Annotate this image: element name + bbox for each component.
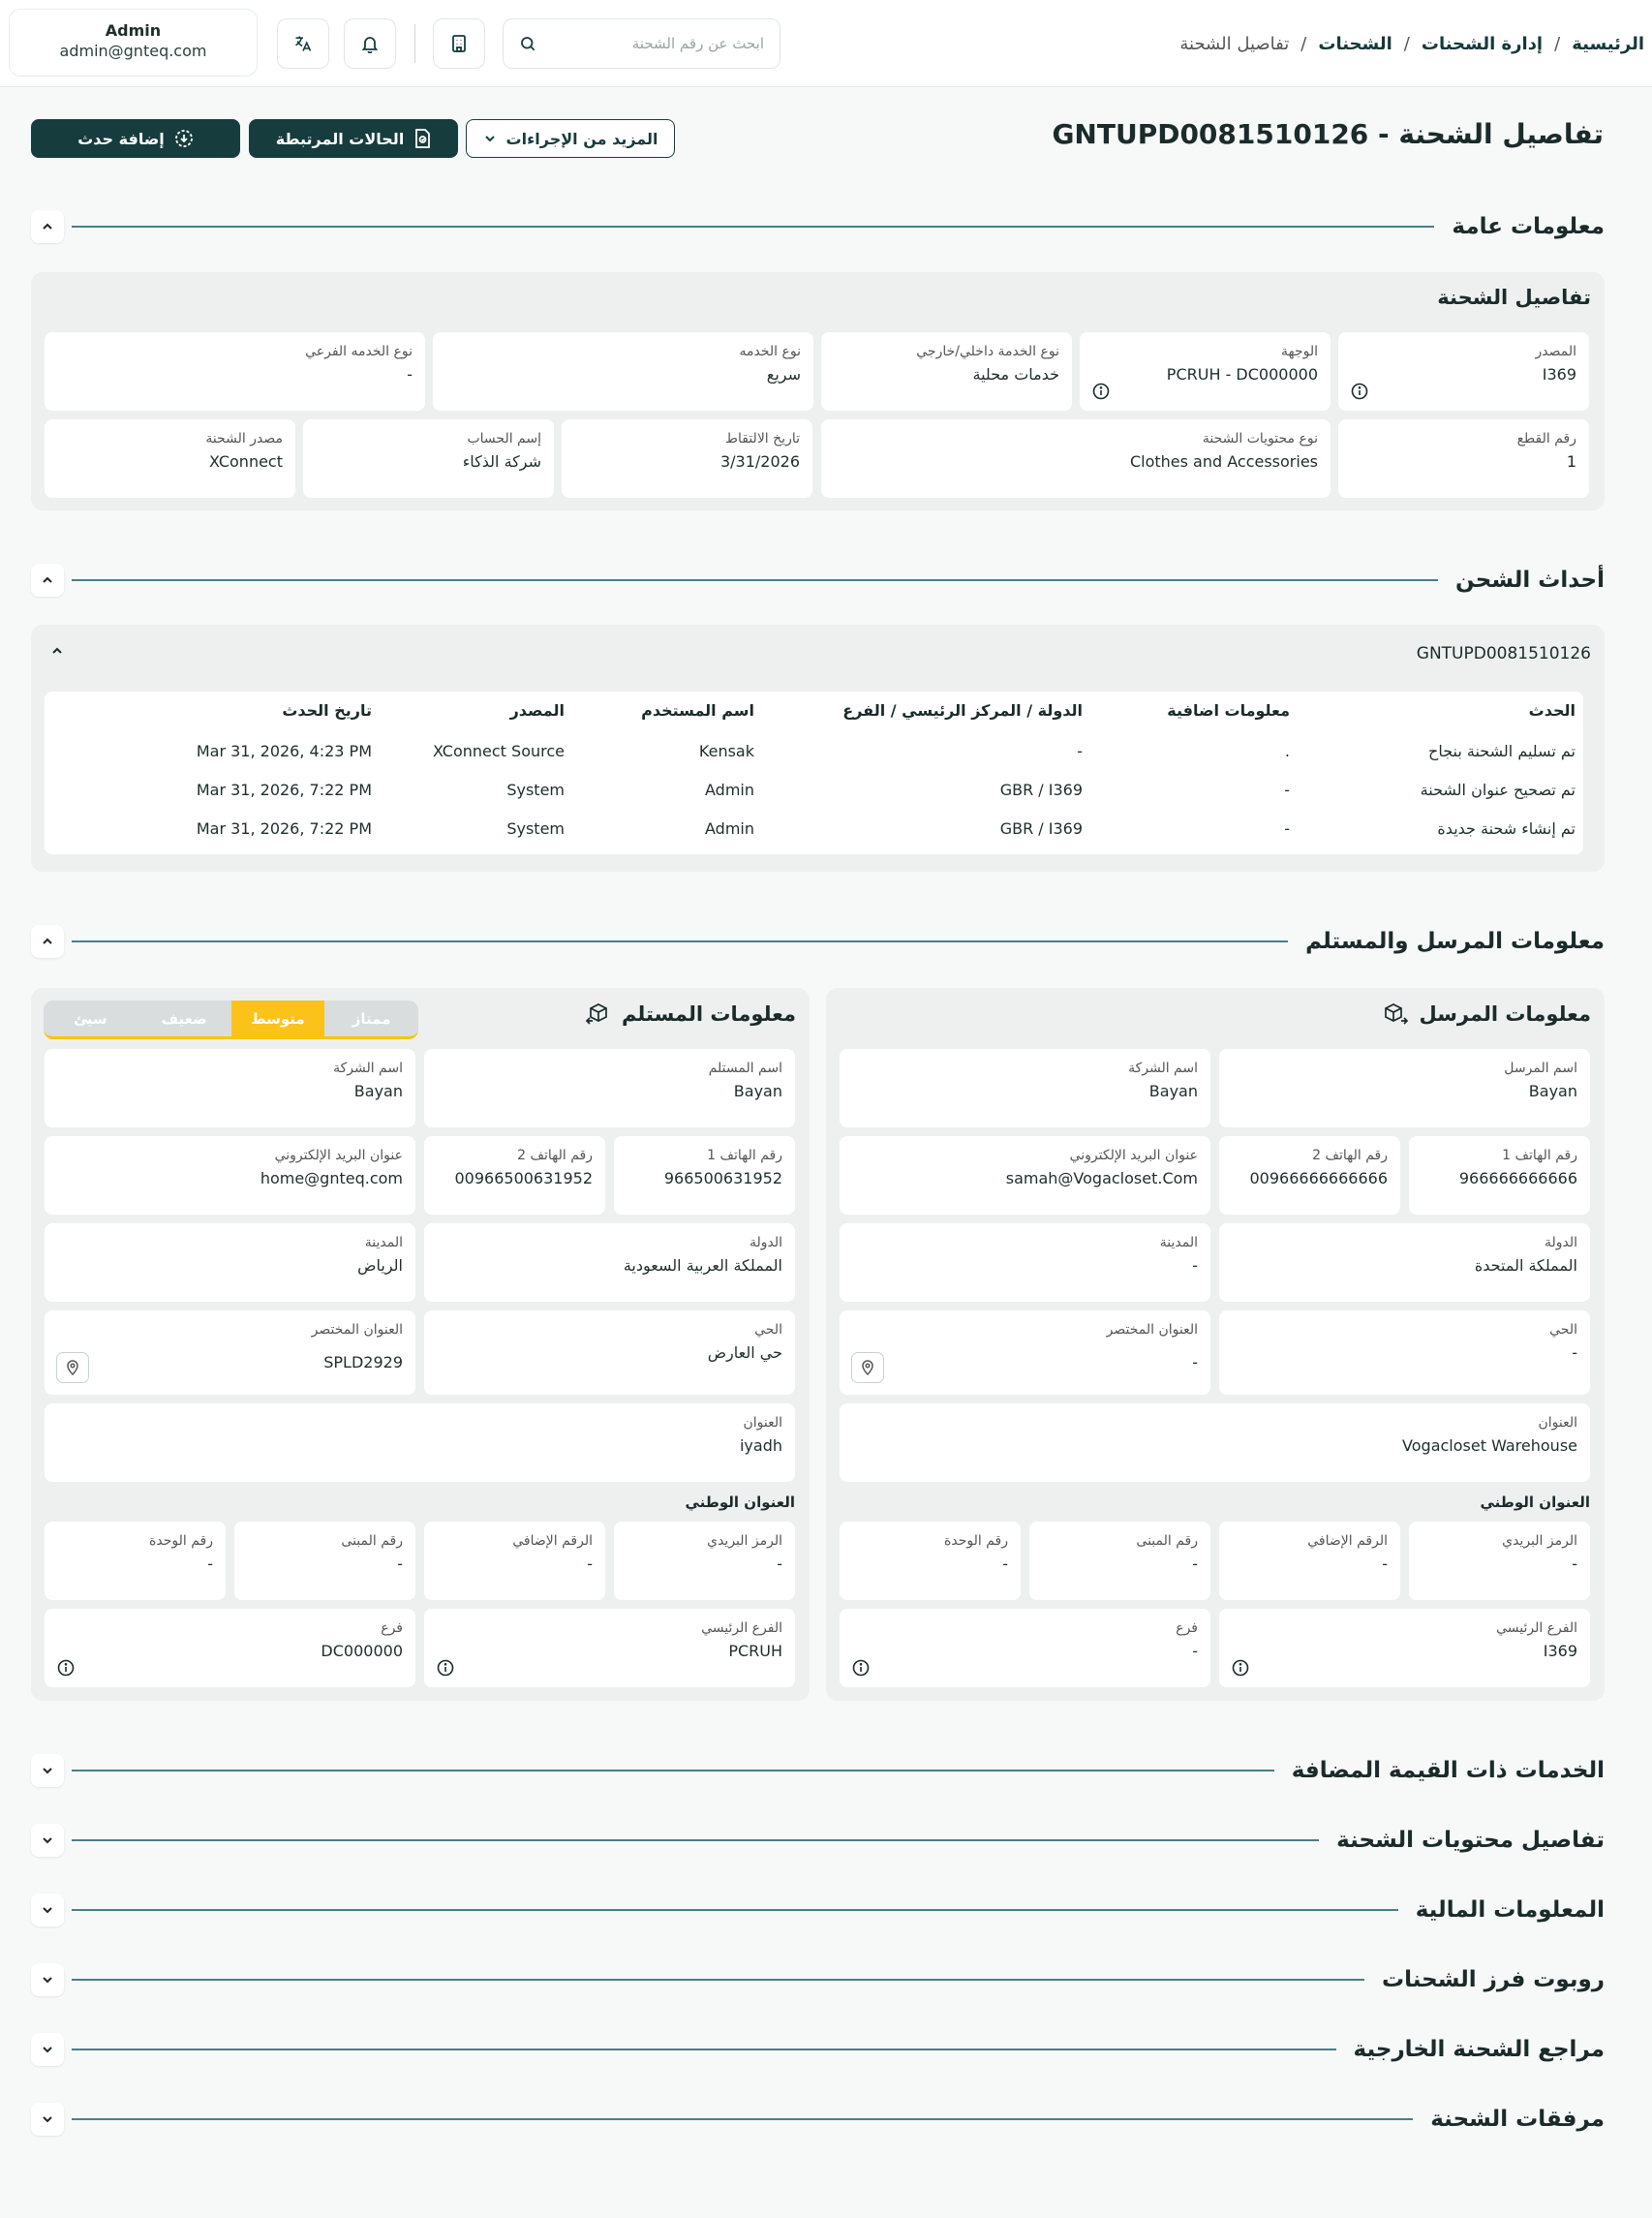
field-value: 00966500631952 [454, 1169, 593, 1187]
breadcrumb-separator: / [1403, 33, 1410, 54]
panel-title: معلومات المرسل [1419, 1002, 1591, 1026]
section-divider [72, 1770, 1274, 1771]
chevron-up-icon [41, 935, 54, 948]
field-label: فرع [381, 1620, 403, 1636]
table-row [45, 732, 1583, 771]
collapse-toggle[interactable] [31, 564, 64, 597]
location-pin-button[interactable] [56, 1352, 89, 1383]
field-value: المملكة العربية السعودية [623, 1256, 782, 1275]
field-label: رقم الهاتف 1 [707, 1148, 782, 1163]
field-label: تاريخ الالتقاط [725, 431, 800, 447]
field-label: الفرع الرئيسي [1496, 1620, 1577, 1636]
bell-icon [361, 34, 379, 53]
package-out-icon [1382, 1001, 1409, 1027]
events-table [45, 692, 1583, 854]
field-value: سريع [766, 365, 801, 384]
field-value: خدمات محلية [972, 365, 1059, 384]
user-email: admin@gnteq.com [59, 42, 207, 60]
receiver-unit-number [45, 1522, 226, 1600]
field-label: الحي [1549, 1322, 1577, 1338]
country-cell: - [1077, 742, 1083, 760]
translate-icon [293, 34, 313, 53]
notifications-button[interactable] [344, 18, 396, 69]
info-icon[interactable] [437, 1659, 454, 1677]
field-label: نوع محتويات الشحنة [1202, 431, 1318, 447]
field-label: الرمز البريدي [707, 1533, 782, 1549]
page-title: تفاصيل الشحنة - GNTUPD0081510126 [1052, 118, 1604, 150]
breadcrumb-current: تفاصيل الشحنة [1179, 33, 1290, 54]
section-title: مرفقات الشحنة [1430, 2107, 1605, 2132]
rating-option-average[interactable]: متوسط [231, 1001, 325, 1036]
more-actions-button[interactable] [466, 119, 675, 158]
field-label: الرقم الإضافي [1307, 1533, 1388, 1549]
field-contents-type [821, 419, 1331, 498]
field-pieces [1338, 419, 1589, 498]
breadcrumb-shipments[interactable]: الشحنات [1318, 33, 1392, 54]
field-value: - [1192, 1642, 1198, 1660]
section-title: المعلومات المالية [1415, 1897, 1605, 1923]
field-source [1338, 332, 1589, 411]
column-header-date: تاريخ الحدث [282, 701, 372, 720]
linked-cases-button[interactable] [249, 119, 458, 158]
table-header-row [45, 692, 1583, 730]
location-pin-button[interactable] [851, 1352, 884, 1383]
search-input[interactable] [544, 35, 764, 52]
field-label: الدولة [749, 1235, 782, 1250]
sender-unit-number [840, 1522, 1021, 1600]
section-title: معلومات المرسل والمستلم [1305, 929, 1605, 954]
building-button[interactable] [433, 18, 485, 69]
date-cell: Mar 31, 2026, 7:22 PM [196, 781, 372, 799]
user-name: Admin [105, 21, 162, 40]
table-row [45, 771, 1583, 810]
section-general-header [31, 210, 1605, 243]
field-label: عنوان البريد الإلكتروني [274, 1148, 403, 1163]
section-divider [72, 1979, 1364, 1981]
receiver-district [424, 1310, 795, 1395]
sender-phone-1 [1409, 1136, 1590, 1215]
source-cell: XConnect Source [433, 742, 565, 760]
field-label: عنوان البريد الإلكتروني [1069, 1148, 1198, 1163]
field-value: المملكة المتحدة [1474, 1256, 1577, 1275]
field-label: رقم الهاتف 1 [1502, 1148, 1577, 1163]
location-pin-icon [860, 1359, 875, 1376]
field-label: فرع [1176, 1620, 1198, 1636]
sender-building-number [1029, 1522, 1210, 1600]
expand-toggle[interactable] [31, 1963, 64, 1996]
field-value: - [587, 1555, 593, 1573]
field-label: الوجهة [1280, 344, 1318, 359]
user-menu[interactable] [9, 9, 258, 77]
field-label: اسم الشركة [1128, 1061, 1198, 1076]
panel-title: معلومات المستلم [621, 1002, 796, 1026]
user-cell: Kensak [698, 742, 754, 760]
section-parties-header [31, 925, 1605, 958]
receiver-branch [45, 1609, 415, 1687]
field-value: - [1192, 1555, 1198, 1573]
event-cell: تم تسليم الشحنة بنجاح [1428, 742, 1576, 760]
table-row [45, 810, 1583, 848]
field-label: العنوان [743, 1415, 782, 1431]
language-button[interactable] [277, 18, 329, 69]
section-divider [72, 226, 1434, 228]
field-label: نوع الخدمه [739, 344, 801, 359]
field-label: نوع الخدمة داخلي/خارجي [916, 344, 1059, 359]
info-icon[interactable] [852, 1659, 870, 1677]
collapse-toggle[interactable] [31, 210, 64, 243]
sender-branch [840, 1609, 1210, 1687]
breadcrumb [1179, 29, 1644, 58]
field-label: المدينة [1159, 1235, 1198, 1250]
field-label: رقم المبنى [1136, 1533, 1198, 1549]
section-title: روبوت فرز الشحنات [1382, 1967, 1605, 1992]
info-icon[interactable] [57, 1659, 75, 1677]
receiver-phone-1 [614, 1136, 795, 1215]
field-label: الحي [754, 1322, 782, 1338]
top-bar [0, 0, 1652, 87]
field-label: المدينة [364, 1235, 403, 1250]
field-value: PCRUH - DC000000 [1166, 365, 1318, 384]
location-pin-icon [65, 1359, 80, 1376]
section-attachments-header [31, 2103, 1605, 2136]
field-value: - [1002, 1555, 1008, 1573]
field-value: - [1572, 1343, 1577, 1362]
field-value: PCRUH [728, 1642, 782, 1660]
add-event-icon [174, 129, 194, 148]
date-cell: Mar 31, 2026, 7:22 PM [196, 819, 372, 838]
sender-company [840, 1049, 1210, 1127]
sender-email [840, 1136, 1210, 1215]
field-value: home@gnteq.com [260, 1169, 403, 1187]
section-divider [72, 2118, 1413, 2120]
field-sub-service [45, 332, 425, 411]
chevron-down-icon [41, 1764, 54, 1777]
receiver-city [45, 1223, 415, 1302]
field-label: الرمز البريدي [1502, 1533, 1577, 1549]
field-value: Bayan [1148, 1082, 1198, 1100]
section-divider [72, 940, 1288, 942]
section-divider [72, 2049, 1336, 2050]
header-divider [414, 24, 415, 63]
add-event-button[interactable] [31, 119, 240, 158]
search-icon[interactable] [519, 35, 536, 52]
receiver-address [45, 1403, 795, 1482]
field-label: الرقم الإضافي [512, 1533, 593, 1549]
section-title: مراجع الشحنة الخارجية [1353, 2037, 1605, 2062]
field-value: XConnect [209, 452, 283, 471]
column-header-event: الحدث [1528, 701, 1576, 720]
national-address-heading: العنوان الوطني [1480, 1494, 1590, 1511]
field-value: DC000000 [321, 1642, 403, 1660]
breadcrumb-separator: / [1554, 33, 1561, 54]
field-label: اسم الشركة [333, 1061, 403, 1076]
tracking-number: GNTUPD0081510126 [1416, 644, 1591, 663]
sender-phone-2 [1219, 1136, 1400, 1215]
expand-toggle[interactable] [31, 2033, 64, 2066]
field-value: iyadh [739, 1436, 782, 1455]
receiver-additional-number [424, 1522, 605, 1600]
field-value: - [777, 1555, 782, 1573]
field-service-scope [821, 332, 1072, 411]
field-label: العنوان [1538, 1415, 1577, 1431]
receiver-email [45, 1136, 415, 1215]
info-icon[interactable] [1232, 1659, 1249, 1677]
section-title: تفاصيل محتويات الشحنة [1336, 1828, 1605, 1853]
source-cell: System [506, 819, 565, 838]
section-sorting-robot-header [31, 1963, 1605, 1996]
expand-toggle[interactable] [31, 1824, 64, 1857]
field-label: رقم الوحدة [944, 1533, 1008, 1549]
add-event-label: إضافة حدث [77, 129, 165, 148]
info-icon[interactable] [1351, 383, 1368, 400]
chevron-up-icon [41, 220, 54, 233]
field-value: I369 [1542, 365, 1576, 384]
field-value: Bayan [1528, 1082, 1577, 1100]
field-label: المصدر [1535, 344, 1576, 359]
expand-toggle[interactable] [31, 1754, 64, 1787]
field-label: إسم الحساب [467, 431, 541, 447]
sender-title [1382, 1001, 1591, 1027]
field-value: - [397, 1555, 403, 1573]
receiver-short-address [45, 1310, 415, 1395]
sender-postal-code [1409, 1522, 1590, 1600]
field-value: Bayan [353, 1082, 403, 1100]
field-label: مصدر الشحنة [205, 431, 283, 447]
chevron-up-icon [41, 573, 54, 587]
section-title: أحداث الشحن [1455, 568, 1605, 593]
info-cell: . [1284, 742, 1290, 760]
field-pickup-date [562, 419, 812, 498]
field-value: - [1192, 1256, 1198, 1275]
building-icon [450, 34, 468, 53]
section-financial-header [31, 1894, 1605, 1926]
chevron-down-icon [41, 1833, 54, 1847]
field-value: Vogacloset Warehouse [1402, 1436, 1577, 1455]
section-vas-header [31, 1754, 1605, 1787]
sender-main-branch [1219, 1609, 1590, 1687]
chevron-up-icon [50, 644, 64, 658]
sender-country [1219, 1223, 1590, 1302]
national-address-heading: العنوان الوطني [685, 1494, 795, 1511]
sender-district [1219, 1310, 1590, 1395]
more-actions-label: المزيد من الإجراءات [505, 129, 658, 148]
sender-short-address [840, 1310, 1210, 1395]
section-contents-header [31, 1824, 1605, 1857]
field-value: 966500631952 [663, 1169, 782, 1187]
search-box [503, 18, 780, 69]
field-label: رقم الهاتف 2 [517, 1148, 593, 1163]
package-in-icon [585, 1001, 612, 1027]
field-value: SPLD2929 [323, 1353, 403, 1371]
user-cell: Admin [705, 819, 754, 838]
expand-toggle[interactable] [31, 1894, 64, 1926]
rating-option-bad[interactable]: سيئ [74, 1009, 107, 1028]
field-label: رقم الهاتف 2 [1312, 1148, 1388, 1163]
receiver-building-number [234, 1522, 415, 1600]
section-external-refs-header [31, 2033, 1605, 2066]
column-header-info: معلومات اضافية [1167, 701, 1290, 720]
field-label: الدولة [1544, 1235, 1577, 1250]
chevron-down-icon [41, 2043, 54, 2056]
field-value: - [1382, 1555, 1388, 1573]
field-value: 1 [1566, 452, 1576, 471]
event-cell: تم تصحيح عنوان الشحنة [1420, 781, 1576, 799]
field-label: العنوان المختصر [1106, 1322, 1198, 1338]
field-label: نوع الخدمه الفرعي [305, 344, 413, 359]
rating-option-weak[interactable]: ضعيف [161, 1009, 207, 1028]
column-header-user: اسم المستخدم [641, 701, 754, 720]
date-cell: Mar 31, 2026, 4:23 PM [196, 742, 372, 760]
field-label: رقم الوحدة [149, 1533, 213, 1549]
receiver-rating-selector [44, 1001, 418, 1039]
receiver-main-branch [424, 1609, 795, 1687]
field-value: 00966666666666 [1249, 1169, 1388, 1187]
field-label: العنوان المختصر [311, 1322, 403, 1338]
receiver-phone-2 [424, 1136, 605, 1215]
field-value: الرياض [357, 1256, 403, 1275]
user-cell: Admin [705, 781, 754, 799]
event-cell: تم إنشاء شحنة جديدة [1437, 819, 1576, 838]
rating-option-excellent[interactable]: ممتاز [352, 1009, 391, 1028]
field-value: Clothes and Accessories [1129, 452, 1318, 471]
sender-city [840, 1223, 1210, 1302]
field-value: 966666666666 [1458, 1169, 1577, 1187]
source-cell: System [506, 781, 565, 799]
sender-additional-number [1219, 1522, 1400, 1600]
breadcrumb-separator: / [1300, 33, 1307, 54]
info-icon[interactable] [1092, 383, 1110, 400]
sender-name [1219, 1049, 1590, 1127]
column-header-country: الدولة / المركز الرئيسي / الفرع [842, 701, 1083, 720]
section-title: معلومات عامة [1452, 214, 1605, 239]
section-title: الخدمات ذات القيمة المضافة [1291, 1758, 1605, 1783]
field-value: - [1192, 1353, 1198, 1371]
field-label: الفرع الرئيسي [701, 1620, 782, 1636]
receiver-company [45, 1049, 415, 1127]
field-label: اسم المرسل [1504, 1061, 1577, 1076]
field-value: شركة الذكاء [462, 452, 541, 471]
field-value: - [207, 1555, 213, 1573]
expand-toggle[interactable] [31, 2103, 64, 2136]
field-value: - [407, 365, 413, 384]
chevron-down-icon [41, 1903, 54, 1917]
section-events-header [31, 564, 1605, 597]
field-value: حي العارض [707, 1343, 782, 1362]
chevron-down-icon [41, 2112, 54, 2126]
chevron-down-icon [483, 132, 497, 145]
country-cell: GBR / I369 [999, 819, 1083, 838]
column-header-source: المصدر [509, 701, 565, 720]
field-value: 3/31/2026 [719, 452, 800, 471]
country-cell: GBR / I369 [999, 781, 1083, 799]
info-cell: - [1284, 819, 1290, 838]
info-cell: - [1284, 781, 1290, 799]
field-label: اسم المستلم [708, 1061, 782, 1076]
receiver-country [424, 1223, 795, 1302]
document-icon [413, 128, 431, 149]
section-divider [72, 1839, 1319, 1841]
receiver-title [585, 1001, 796, 1027]
section-divider [72, 579, 1438, 581]
field-value: samah@Vogacloset.Com [1005, 1169, 1198, 1187]
receiver-name [424, 1049, 795, 1127]
field-service-type [433, 332, 813, 411]
section-divider [72, 1909, 1398, 1911]
field-account-name [303, 419, 554, 498]
collapse-toggle[interactable] [50, 644, 64, 658]
field-value: - [1572, 1555, 1577, 1573]
field-label: رقم القطع [1516, 431, 1576, 447]
collapse-toggle[interactable] [31, 925, 64, 958]
breadcrumb-shipment-management[interactable]: إدارة الشحنات [1421, 33, 1544, 54]
chevron-down-icon [41, 1973, 54, 1987]
field-destination [1080, 332, 1331, 411]
receiver-postal-code [614, 1522, 795, 1600]
field-value: Bayan [733, 1082, 782, 1100]
panel-title: تفاصيل الشحنة [1437, 286, 1591, 309]
field-value: I369 [1543, 1642, 1577, 1660]
linked-cases-label: الحالات المرتبطة [275, 129, 405, 148]
field-shipment-origin [45, 419, 295, 498]
sender-address [840, 1403, 1590, 1482]
breadcrumb-home[interactable]: الرئيسية [1572, 33, 1644, 54]
field-label: رقم المبنى [341, 1533, 403, 1549]
